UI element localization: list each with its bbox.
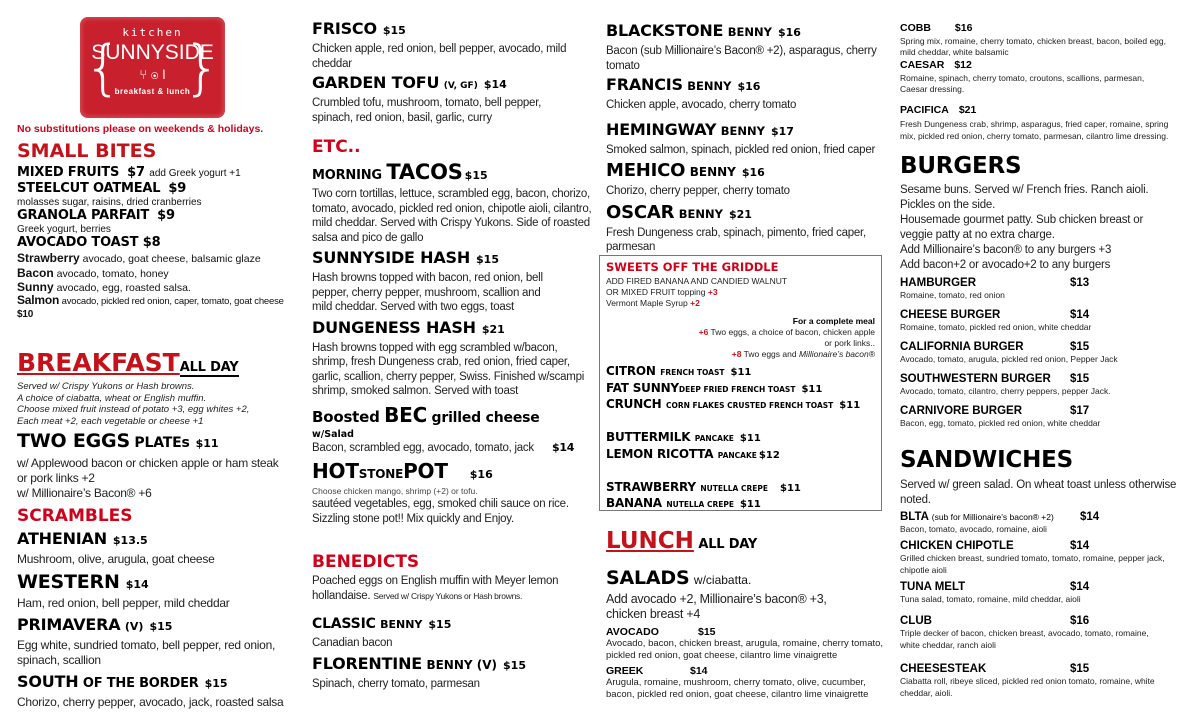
section-title-scrambles: SCRAMBLES — [17, 506, 133, 526]
menu-item — [900, 100, 1178, 142]
item-price: $15 — [1070, 341, 1090, 353]
item-price: $14 — [551, 440, 575, 454]
complete-meal — [699, 316, 875, 360]
fork-egg-knife-icon: ⑂ ◉ ǀ — [139, 67, 166, 82]
item-desc: Bacon, egg, tomato, pickled red onion, white cheddar — [900, 418, 1101, 428]
item-desc: Ham, red onion, bell pepper, mild cheddar — [17, 596, 230, 610]
menu-item — [900, 663, 1160, 699]
item-name: FRISCO — [312, 19, 377, 38]
item-name: CHEESESTEAK — [900, 663, 987, 675]
toast-option — [17, 294, 289, 321]
item-price: $16 — [1070, 615, 1090, 627]
menu-item — [900, 373, 1180, 397]
sweets-title: SWEETS OFF THE GRIDDLE — [606, 260, 779, 274]
item-price: $15 — [204, 677, 228, 690]
menu-item — [17, 672, 289, 710]
item-price: $14 — [1070, 581, 1090, 593]
item-desc: Smoked salmon, spinach, pickled red onion, fried caper — [606, 143, 876, 156]
item-name: CITRON — [606, 364, 656, 378]
item-sub: BENNY — [720, 123, 765, 138]
item-name: WESTERN — [17, 571, 120, 593]
toast-option — [17, 266, 295, 280]
menu-item — [606, 202, 871, 255]
column-4 — [900, 0, 1180, 720]
section-title-etc: ETC.. — [312, 137, 361, 157]
item-name: AVOCADO — [606, 626, 659, 638]
menu-item — [606, 379, 860, 396]
item-name: TUNA MELT — [900, 581, 966, 593]
item-price: $11 — [739, 433, 761, 444]
item-price: $16 — [469, 468, 493, 481]
item-desc: molasses sugar, raisins, dried cranberries — [17, 197, 202, 208]
meal-price: +6 — [698, 327, 709, 337]
menu-item — [312, 459, 592, 526]
item-note: Choose chicken mango, shrimp (+2) or tofu. — [312, 486, 478, 496]
item-desc: Bacon, tomato, avocado, romaine, aioli — [900, 524, 1047, 534]
item-name: CARNIVORE BURGER — [900, 405, 1023, 417]
item-desc: Avocado, bacon, chicken breast, arugula, romaine, cherry tomato, pickled red onion, goat cheese, cilantro lime vinaigrette — [606, 638, 884, 661]
menu-item — [312, 654, 592, 692]
menu-item — [606, 21, 878, 73]
note-line: Choose mixed fruit instead of potato +3, egg whites +2, — [17, 404, 250, 415]
section-title-benedicts: BENEDICTS — [312, 552, 420, 572]
breakfast-title: BREAKFAST — [17, 348, 180, 377]
menu-item — [17, 179, 295, 208]
item-name-prefix: Boosted — [312, 407, 380, 426]
item-desc: Hash browns topped with egg scrambled w/bacon, shrimp, fresh Dungeness crab, red onion, fried caper, garlic, scallion, cherry pepper, Swiss. Finished w/scampi shrimp, smoked salmon. Served with toast — [312, 341, 585, 397]
item-sub: FRENCH TOAST — [660, 368, 725, 377]
logo-sunnyside: SUNNYSIDE — [91, 41, 214, 64]
item-name-suffix: POT — [403, 459, 448, 483]
menu-item — [17, 529, 289, 567]
item-price: $16 — [777, 26, 801, 39]
menu-item — [900, 277, 1180, 301]
menu-item — [900, 18, 1180, 58]
addon-price: +3 — [707, 287, 718, 297]
item-desc: Chicken apple, red onion, bell pepper, avocado, mild cheddar — [312, 43, 567, 70]
item-price: $15 — [1070, 663, 1090, 675]
item-price: $10 — [17, 309, 34, 320]
item-desc: Romaine, tomato, pickled red onion, white cheddar — [900, 322, 1092, 332]
item-note: (sub for Millionaire’s bacon® +2) — [931, 512, 1054, 522]
item-desc: Mushroom, olive, arugula, goat cheese — [17, 552, 215, 566]
salads-title: SALADS — [606, 567, 690, 589]
column-1-lower — [17, 430, 289, 710]
brace-left: { — [84, 33, 123, 103]
item-price: $11 — [730, 367, 752, 378]
note-line: Each meat +2, each vegetable or cheese +1 — [17, 415, 204, 427]
item-price: $9 — [168, 181, 187, 196]
item-price: $21 — [481, 322, 505, 336]
menu-item — [900, 341, 1180, 365]
menu-item — [606, 160, 878, 199]
item-desc: Chorizo, cherry pepper, avocado, jack, roasted salsa — [17, 695, 284, 709]
lunch-subtitle: ALL DAY — [698, 537, 758, 552]
menu-item-two-eggs — [17, 430, 289, 501]
addon-line: OR MIXED FRUIT topping — [606, 287, 706, 297]
item-name: ATHENIAN — [17, 529, 107, 548]
item-name: Sunny — [17, 280, 54, 294]
column-3-flow — [606, 21, 878, 255]
item-price: $11 — [739, 499, 761, 510]
lunch-title: LUNCH — [606, 528, 694, 554]
item-sub: BENNY — [380, 618, 423, 631]
item-desc: Ciabatta roll, ribeye sliced, pickled red onion tomato, romaine, white cheddar, aioli. — [900, 676, 1155, 698]
item-name: BUTTERMILK — [606, 430, 691, 444]
item-desc: Fresh Dungeness crab, spinach, pimento, fried caper, parmesan — [606, 226, 866, 253]
item-price: $15 — [476, 253, 499, 266]
item-name: Salmon — [17, 293, 60, 307]
menu-item — [900, 309, 1180, 333]
item-name: BLTA — [900, 511, 929, 523]
item-name: CLUB — [900, 615, 932, 627]
column-2 — [312, 0, 592, 720]
item-desc: Two corn tortillas, lettuce, scrambled egg, bacon, chorizo, tomato, avocado, pickled red onion, chipotle aioli, cilantro, mild cheddar. Served with Crispy Yukons. Side of roasted salsa and pico de gallo — [312, 188, 592, 244]
menu-item — [606, 428, 860, 445]
item-name: CAESAR — [900, 59, 945, 71]
item-name: STEELCUT OATMEAL — [17, 181, 161, 196]
item-name: Bacon — [17, 266, 54, 280]
salads-sub: w/ciabatta. — [693, 573, 752, 587]
note-line: A choice of ciabatta, wheat or English muffin. — [17, 392, 207, 404]
item-price: $15 — [382, 24, 406, 37]
menu-item — [606, 445, 860, 478]
desc-line: Add bacon+2 or avocado+2 to any burgers — [900, 259, 1111, 271]
item-sub: CORN FLAKES CRUSTED FRENCH TOAST — [665, 401, 834, 410]
item-price: $17 — [1070, 405, 1090, 417]
item-name: COBB — [900, 22, 931, 34]
menu-item — [312, 19, 570, 71]
item-name: FAT SUNNY — [606, 380, 679, 395]
item-sub: w/Salad — [312, 428, 354, 440]
item-name: AVOCADO TOAST — [17, 235, 139, 250]
desc-small: Served w/ Crispy Yukons or Hash browns. — [373, 590, 523, 601]
menu-item — [606, 665, 886, 701]
item-name-mid: STONE — [358, 467, 404, 481]
menu-item — [606, 75, 878, 113]
salads-desc: Add avocado +2, Millionaire’s bacon® +3, chicken breast +4 — [606, 592, 827, 621]
section-title-breakfast — [17, 348, 295, 377]
item-name: PRIMAVERA — [17, 615, 121, 634]
item-name-suffix: grilled cheese — [431, 409, 540, 426]
menu-item — [312, 160, 592, 245]
item-desc: Chorizo, cherry pepper, cherry tomato — [606, 185, 790, 197]
item-price: $7 — [127, 165, 145, 180]
item-sub: BENNY (V) — [426, 657, 498, 672]
salads-header — [606, 567, 868, 622]
item-desc: Avocado, tomato, arugula, pickled red onion, Pepper Jack — [900, 354, 1118, 364]
item-price: $14 — [125, 578, 149, 591]
item-price: $8 — [142, 235, 161, 250]
item-price: $14 — [690, 665, 708, 677]
item-price: $15 — [1070, 373, 1090, 385]
menu-item — [312, 248, 552, 315]
item-name: Strawberry — [17, 251, 80, 265]
item-price: $14 — [1080, 511, 1100, 523]
item-desc: Avocado, tomato, cilantro, cherry peppers, pepper Jack. — [900, 386, 1111, 396]
item-name: HOT — [312, 459, 359, 483]
desc-text: Poached eggs on English muffin with Meyer lemon hollandaise. — [312, 575, 559, 602]
item-desc: avocado, tomato, honey — [56, 268, 169, 280]
item-desc: avocado, goat cheese, balsamic glaze — [82, 253, 261, 265]
item-price: $12 — [758, 449, 780, 461]
menu-item — [900, 511, 1180, 535]
item-price: $11 — [779, 482, 801, 494]
meal-desc: or pork links.. — [824, 338, 875, 348]
menu-item — [900, 55, 1170, 95]
item-desc: Spring mix, romaine, cherry tomato, chicken breast, bacon, boiled egg, mild cheddar, white balsamic — [900, 36, 1166, 57]
item-name: PACIFICA — [900, 104, 949, 116]
item-name: CALIFORNIA BURGER — [900, 341, 1024, 353]
item-name-suffix: PLATEs — [134, 435, 190, 451]
breakfast-subtitle: ALL DAY — [179, 360, 239, 375]
note-line: Served w/ Crispy Yukons or Hash browns. — [17, 381, 195, 392]
item-sub: PANCAKE — [717, 450, 757, 460]
menu-item — [900, 615, 1168, 651]
section-title-lunch — [606, 528, 881, 554]
meal-desc: Millionaire’s bacon® — [798, 349, 875, 359]
menu-item — [900, 405, 1180, 429]
section-title-small-bites: SMALL BITES — [17, 140, 157, 162]
item-sub: NUTELLA CREPE — [700, 483, 768, 493]
section-title-sandwiches: SANDWICHES — [900, 447, 1074, 473]
item-name: CHEESE BURGER — [900, 309, 1001, 321]
item-name: LEMON RICOTTA — [606, 446, 714, 461]
sweets-addons — [606, 276, 787, 309]
item-price: $11 — [839, 400, 861, 411]
item-name: CRUNCH — [606, 397, 662, 411]
item-name: SOUTH — [17, 672, 79, 691]
item-desc: Romaine, spinach, cherry tomato, croutons, scallions, parmesan, Caesar dressing. — [900, 73, 1145, 94]
item-desc: Canadian bacon — [312, 637, 393, 649]
item-desc: avocado, egg, roasted salsa. — [56, 282, 191, 294]
desc-line: Add Millionaire’s bacon® to any burgers +3 — [900, 244, 1112, 256]
addon-line: Vermont Maple Syrup — [606, 298, 688, 308]
item-desc: Arugula, romaine, mushroom, cherry tomato, olive, cucumber, bacon, pickled red onion, goat cheese, cilantro lime vinaigrette — [606, 677, 869, 700]
item-price: $9 — [157, 208, 175, 223]
menu-item — [312, 318, 592, 399]
item-name: FLORENTINE — [312, 653, 422, 673]
item-desc: avocado, pickled red onion, caper, tomato, goat cheese — [61, 296, 284, 307]
item-name: SUNNYSIDE HASH — [312, 248, 471, 267]
column-2-flow — [312, 19, 592, 691]
item-desc: Chicken apple, avocado, cherry tomato — [606, 99, 797, 111]
menu-item — [17, 233, 295, 251]
item-sub: NUTELLA CREPE — [666, 500, 734, 509]
menu-item — [312, 615, 592, 651]
item-name: OSCAR — [606, 201, 675, 223]
burgers-desc — [900, 183, 1180, 273]
logo-tagline: breakfast & lunch — [114, 87, 191, 96]
addon-price: +2 — [690, 298, 700, 308]
item-price: $15 — [464, 169, 488, 182]
menu-item — [606, 120, 878, 158]
item-sub: BENNY — [727, 25, 772, 39]
complete-meal-title: For a complete meal — [792, 316, 875, 326]
menu-item — [900, 540, 1168, 576]
item-tag: (V) — [124, 620, 144, 633]
item-note: add Greek yogurt +1 — [149, 168, 241, 179]
menu-item — [606, 395, 860, 428]
item-price: $14 — [483, 78, 507, 91]
menu-item — [606, 494, 860, 511]
item-desc: Hash browns topped with bacon, red onion, bell pepper, cherry pepper, mushroom, scallion and mild cheddar. Served with two eggs, toast — [312, 272, 543, 313]
logo-kitchen: kitchen — [122, 26, 183, 39]
item-name: GREEK — [606, 665, 644, 677]
item-price: $16 — [741, 166, 765, 179]
item-name: CHICKEN CHIPOTLE — [900, 540, 1014, 552]
meal-price: +8 — [731, 349, 742, 359]
item-price: $13.5 — [112, 534, 148, 547]
item-desc: w/ Millionaire’s Bacon® +6 — [17, 486, 152, 500]
desc-line: Housemade gourmet patty. Sub chicken breast or — [900, 214, 1144, 226]
menu-item — [17, 571, 289, 611]
breakfast-notes — [17, 381, 295, 427]
item-desc: Romaine, tomato, red onion — [900, 290, 1005, 300]
item-price: $16 — [954, 22, 973, 34]
item-price: $15 — [149, 620, 173, 633]
item-name: CLASSIC — [312, 616, 376, 632]
item-desc: Tuna salad, tomato, romaine, mild cheddar, aioli — [900, 594, 1081, 604]
item-name: GARDEN TOFU — [312, 73, 440, 92]
column-1 — [17, 0, 295, 720]
item-price: $21 — [728, 207, 752, 221]
benedicts-desc — [312, 574, 567, 603]
item-name: SOUTHWESTERN BURGER — [900, 373, 1051, 385]
item-name: TWO EGGS — [17, 430, 130, 452]
sweets-list — [606, 362, 860, 511]
item-price: $13 — [1070, 277, 1090, 289]
menu-item — [606, 478, 860, 495]
item-tag: (V, GF) — [443, 81, 478, 91]
addon-line: ADD FIRED BANANA AND CANDIED WALNUT — [606, 276, 788, 286]
item-desc: Bacon, scrambled egg, avocado, tomato, jack — [312, 441, 534, 454]
item-name: BANANA — [606, 496, 662, 510]
item-desc: Grilled chicken breast, sundried tomato, tomato, romaine, pepper jack, chipotle aioli — [900, 553, 1165, 575]
item-name: BLACKSTONE — [606, 21, 724, 40]
item-name: DUNGENESS HASH — [312, 317, 476, 337]
notice: No substitutions please on weekends & holidays. — [17, 123, 264, 135]
item-desc: sautéed vegetables, egg, smoked chili sauce on rice. Sizzling stone pot!! Mix quickly and Enjoy. — [312, 498, 569, 525]
item-desc: w/ Applewood bacon or chicken apple or ham steak or pork links +2 — [17, 456, 279, 485]
item-name: HEMINGWAY — [606, 119, 717, 139]
item-price: $11 — [801, 383, 823, 395]
sandwiches-desc: Served w/ green salad. On wheat toast unless otherwise noted. — [900, 479, 1177, 506]
item-name-suffix: OF THE BORDER — [82, 676, 199, 691]
item-name: MEHICO — [606, 160, 686, 181]
item-desc: Greek yogurt, berries — [17, 224, 111, 235]
item-price: $14 — [1070, 309, 1090, 321]
item-name: TACOS — [386, 160, 463, 184]
menu-item — [17, 615, 289, 668]
section-title-burgers: BURGERS — [900, 153, 1022, 179]
item-price: $15 — [428, 618, 452, 631]
item-name: BEC — [384, 402, 428, 427]
item-price: $11 — [195, 437, 219, 450]
menu-item — [312, 73, 562, 125]
item-desc: Bacon (sub Millionaire’s Bacon® +2), asparagus, cherry tomato — [606, 45, 877, 72]
desc-line: veggie patty at no extra charge. — [900, 229, 1055, 241]
item-desc: Crumbled tofu, mushroom, tomato, bell pepper, spinach, red onion, basil, garlic, curry — [312, 97, 542, 124]
item-price: $17 — [770, 124, 794, 138]
item-desc: Spinach, cherry tomato, parmesan — [312, 677, 480, 690]
menu-item — [606, 362, 860, 379]
item-sub: BENNY — [678, 206, 723, 221]
menu-item — [17, 206, 295, 235]
menu-item — [900, 581, 1180, 605]
item-name-prefix: MORNING — [312, 168, 382, 183]
item-sub: BENNY — [689, 165, 736, 179]
item-sub: BENNY — [687, 79, 732, 93]
item-name: GRANOLA PARFAIT — [17, 208, 150, 223]
item-name: MIXED FRUITS — [17, 165, 120, 180]
item-price: $14 — [1070, 540, 1090, 552]
meal-desc: Two eggs and — [743, 349, 797, 359]
item-desc: Triple decker of bacon, chicken breast, avocado, tomato, romaine, white cheddar, ranch aioli — [900, 628, 1149, 650]
item-price: $16 — [737, 80, 761, 93]
sweets-box — [599, 255, 882, 511]
toast-option — [17, 280, 295, 294]
item-desc: Egg white, sundried tomato, bell pepper, red onion, spinach, scallion — [17, 638, 276, 667]
meal-desc: Two eggs, a choice of bacon, chicken apple — [710, 327, 875, 337]
item-price: $15 — [503, 658, 526, 672]
menu-item — [312, 403, 592, 456]
item-name: FRANCIS — [606, 75, 683, 94]
toast-option — [17, 251, 295, 265]
item-name: STRAWBERRY — [606, 479, 696, 494]
item-sub: DEEP FRIED FRENCH TOAST — [678, 384, 796, 394]
desc-line: Sesame buns. Served w/ French fries. Ranch aioli. — [900, 184, 1149, 196]
brace-right: } — [182, 33, 221, 103]
item-sub: PANCAKE — [694, 434, 734, 443]
item-name: HAMBURGER — [900, 277, 977, 289]
desc-line: Pickles on the side. — [900, 199, 996, 211]
menu-item — [606, 626, 886, 662]
item-price: $15 — [698, 626, 716, 638]
item-desc: Fresh Dungeness crab, shrimp, asparagus, fried caper, romaine, spring mix, pickled red onion, cherry tomato, parmesan, cilantro lime dressing. — [900, 119, 1169, 141]
item-price: $12 — [954, 59, 972, 71]
item-price: $21 — [958, 104, 977, 116]
